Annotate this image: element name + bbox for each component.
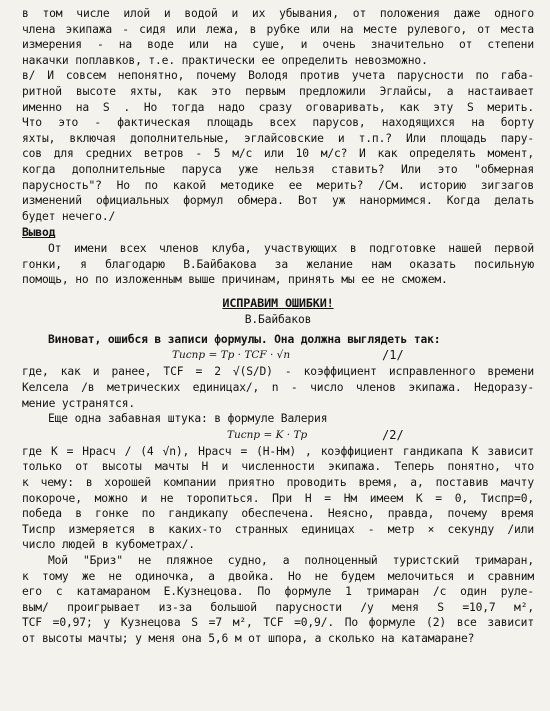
paragraph-6 bbox=[22, 411, 534, 427]
text-line: От имени всех членов клуба, участвующих в подготовке нашей первой bbox=[48, 241, 534, 255]
text-line: именно на S . Но тогда надо сразу оговаривать, как эту S мерить. bbox=[22, 100, 534, 114]
paragraph-3 bbox=[22, 241, 534, 288]
paragraph-5 bbox=[22, 364, 534, 411]
formula-2-expression: Tиспр = K · Tр bbox=[227, 428, 308, 441]
text-line: покороче, можно и не торопиться. При H = Hм имеем K = 0, Tиспр=0, bbox=[22, 491, 534, 505]
text-line: мение устранятся. bbox=[22, 396, 136, 410]
formula-2 bbox=[22, 427, 534, 444]
article-author: В.Байбаков bbox=[244, 313, 312, 327]
paragraph-8 bbox=[22, 553, 534, 647]
text-line: изменений официальных формул обмера. Вот уж нанормимся. Когда делать bbox=[22, 194, 534, 208]
text-line: в/ И совсем непонятно, почему Володя против учета парусности по габа- bbox=[22, 69, 534, 83]
text-line: TCF =0,97; у Кузнецова S =7 м², TCF =0,9/. По формуле (2) все зависит bbox=[22, 616, 534, 630]
text-line: Еще одна забавная штука: в формуле Валерия bbox=[48, 412, 328, 426]
text-line: число людей в кубометрах/. bbox=[22, 538, 195, 552]
text-line: помощь, но по изложенным выше причинам, принять мы ее не сможем. bbox=[22, 273, 448, 287]
article-title: ИСПРАВИМ ОШИБКИ! bbox=[222, 295, 334, 310]
text-line: члена экипажа - сидя или лежа, в рубке или на месте рулевого, от места bbox=[22, 22, 534, 36]
text-line: гонки, я благодарю В.Байбакова за желание нам оказать посильную bbox=[22, 257, 534, 271]
text-line: от высоты мачты; у меня она 5,6 м от шпора, а сколько на катамаране? bbox=[22, 631, 475, 645]
text-line: Виноват, ошибся в записи формулы. Она должна выглядеть так: bbox=[48, 332, 441, 346]
text-line: накачки поплавков, т.е. практически ее определить невозможно. bbox=[22, 53, 428, 67]
text-line: сов для средних ветров - 5 м/с или 10 м/с? И как определять момент, bbox=[22, 147, 534, 161]
text-line: где, как и ранее, TCF = 2 √(S/D) - коэффициент исправленного времени bbox=[22, 365, 534, 379]
formula-1-number: /1/ bbox=[382, 348, 404, 363]
text-line: вым/ проигрывает из-за большой парусности /у меня S =10,7 м², bbox=[22, 600, 534, 614]
text-line: Мой "Бриз" не пляжное судно, а полноценный туристский тримаран, bbox=[48, 554, 534, 567]
text-line: измерения - на воде или на суше, и очень значительно от степени bbox=[22, 38, 534, 52]
paragraph-2 bbox=[22, 68, 534, 224]
paragraph-7 bbox=[22, 444, 534, 553]
text-line: яхты, включая дополнительные, эглайсовские и т.п.? Или площадь пару- bbox=[22, 131, 534, 145]
text-line: к чему: в хорошей компании приятно проводить время, а, поставив мачту bbox=[22, 476, 534, 490]
paragraph-1 bbox=[22, 6, 534, 68]
text-line: Келсела /в метрических единицах/, n - число членов экипажа. Недоразу- bbox=[22, 381, 534, 395]
text-line: когда дополнительные паруса уже нельзя ставить? Или это "обмерная bbox=[22, 162, 534, 176]
paragraph-4 bbox=[22, 332, 534, 348]
text-line: только от высоты мачты H и численности экипажа. Теперь понятно, что bbox=[22, 460, 534, 474]
text-line: будет нечего./ bbox=[22, 209, 116, 223]
formula-1-expression: Tиспр = Tр · TCF · √n bbox=[172, 349, 291, 362]
conclusion-heading: Вывод bbox=[22, 226, 56, 240]
text-line: победа в гонке по гандикапу обеспечена. Неясно, правда, почему время bbox=[22, 507, 534, 521]
text-line: к тому же не одиночка, а двойка. Но не будем мелочиться и сравним bbox=[22, 569, 534, 583]
text-line: Что это - фактическая площадь всех парусов, находящихся на борту bbox=[22, 116, 534, 130]
text-line: его с катамараном Е.Кузнецова. По формуле 1 тримаран /с один руле- bbox=[22, 585, 534, 599]
text-line: ритной высоте яхты, как это первым предложили Эглайсы, а настаивает bbox=[22, 84, 534, 98]
formula-2-number: /2/ bbox=[382, 427, 404, 442]
text-line: Tиспр измеряется в каких-то странных единицах - метр × секунду /или bbox=[22, 522, 534, 536]
text-line: парусность"? Но по какой методике ее мерить? /См. историю зигзагов bbox=[22, 178, 534, 192]
formula-1 bbox=[22, 347, 534, 364]
text-line: где K = Hрасч / (4 √n), Hрасч = (H-Hм) , коэффициент гандикапа K зависит bbox=[22, 444, 534, 458]
text-line: в том числе илой и водой и их убывания, от положения даже одного bbox=[22, 7, 534, 20]
